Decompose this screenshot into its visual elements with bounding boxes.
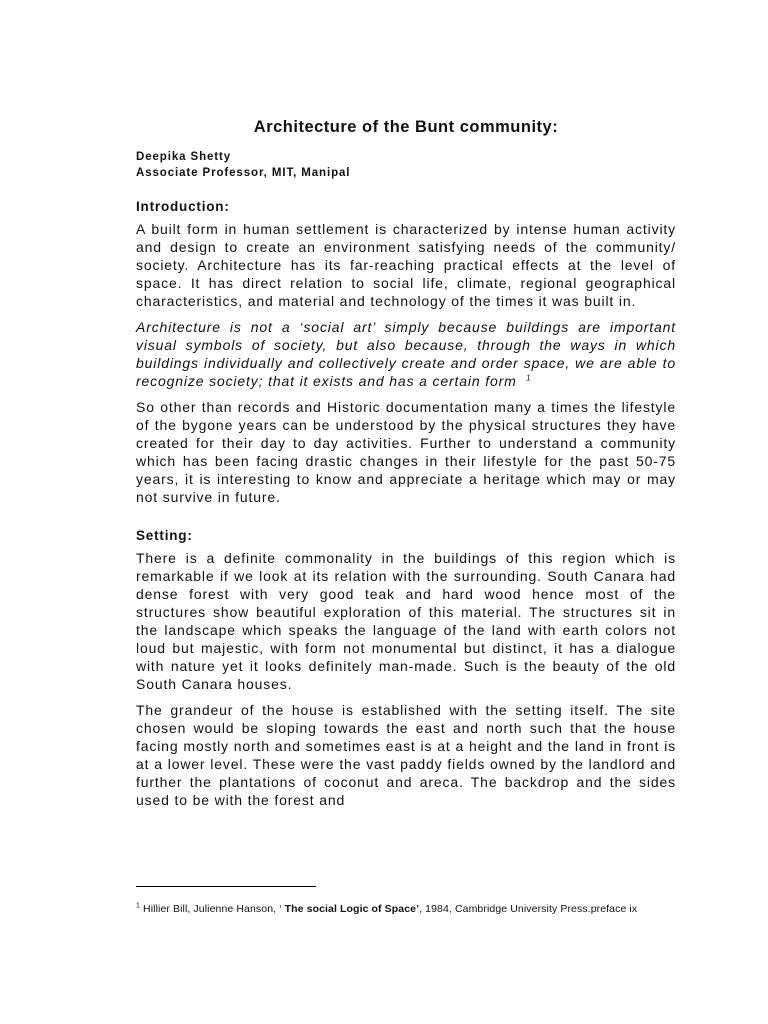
setting-paragraph-2: The grandeur of the house is established with the setting itself. The site chosen would be sloping towards the east and north such that the house facing mostly north and sometimes east is at a height and the land in front is at a lower level. These were the vast paddy fields owned by the landlord and further the plantations of coconut and areca. The backdrop and the sides used to be with the forest and bbox=[136, 702, 676, 808]
author-block bbox=[136, 149, 676, 181]
document-page bbox=[136, 118, 676, 809]
footnote bbox=[136, 903, 637, 915]
author-name: Deepika Shetty bbox=[136, 151, 232, 163]
introduction-paragraph-2: So other than records and Historic documentation many a times the lifestyle of the bygone years can be understood by the physical structures they have created for their day to day activities. Further to understand a community which has been facing drastic changes in their lifestyle for the past 50-75 years, it is interesting to know and appreciate a heritage which may or may not survive in future. bbox=[136, 399, 676, 505]
footnote-reference[interactable]: 1 bbox=[526, 373, 532, 383]
setting-heading: Setting: bbox=[136, 528, 193, 543]
setting-paragraph-1: There is a definite commonality in the buildings of this region which is remarkable if we look at its relation with the surrounding. South Canara had dense forest with very good teak and hard wood hence most of the structures show beautiful exploration of this material. The structures sit in the landscape which speaks the language of the land with earth colors not loud but majestic, with form not monumental but distinct, it has a dialogue with nature yet it looks definitely man-made. Such is the beauty of the old South Canara houses. bbox=[136, 550, 676, 692]
author-affiliation: Associate Professor, MIT, Manipal bbox=[136, 167, 351, 179]
document-title: Architecture of the Bunt community: bbox=[253, 118, 559, 136]
footnote-text-after: , 1984, Cambridge University Press.preface ix bbox=[419, 903, 638, 915]
footnote-divider bbox=[136, 886, 316, 887]
introduction-paragraph-1: A built form in human settlement is characterized by intense human activity and design to create an environment satisfying needs of the community/ society. Architecture has its far-reaching practical effects at the level of space. It has direct relation to social life, climate, regional geographical characteristics, and material and technology of the times it was built in. bbox=[136, 221, 676, 309]
footnote-number: 1 bbox=[136, 902, 140, 910]
quote-text: Architecture is not a ‘social art’ simply because buildings are important visual symbols of society, but also because, through the ways in which buildings individually and collectively create and order space, we are able to recognize society; that it exists and has a certain form bbox=[136, 319, 676, 389]
footnote-text-before: Hillier Bill, Julienne Hanson, ‘ bbox=[143, 903, 285, 915]
footnote-book-title: The social Logic of Space’ bbox=[284, 903, 420, 915]
introduction-quote bbox=[136, 318, 676, 390]
introduction-heading: Introduction: bbox=[136, 199, 230, 214]
